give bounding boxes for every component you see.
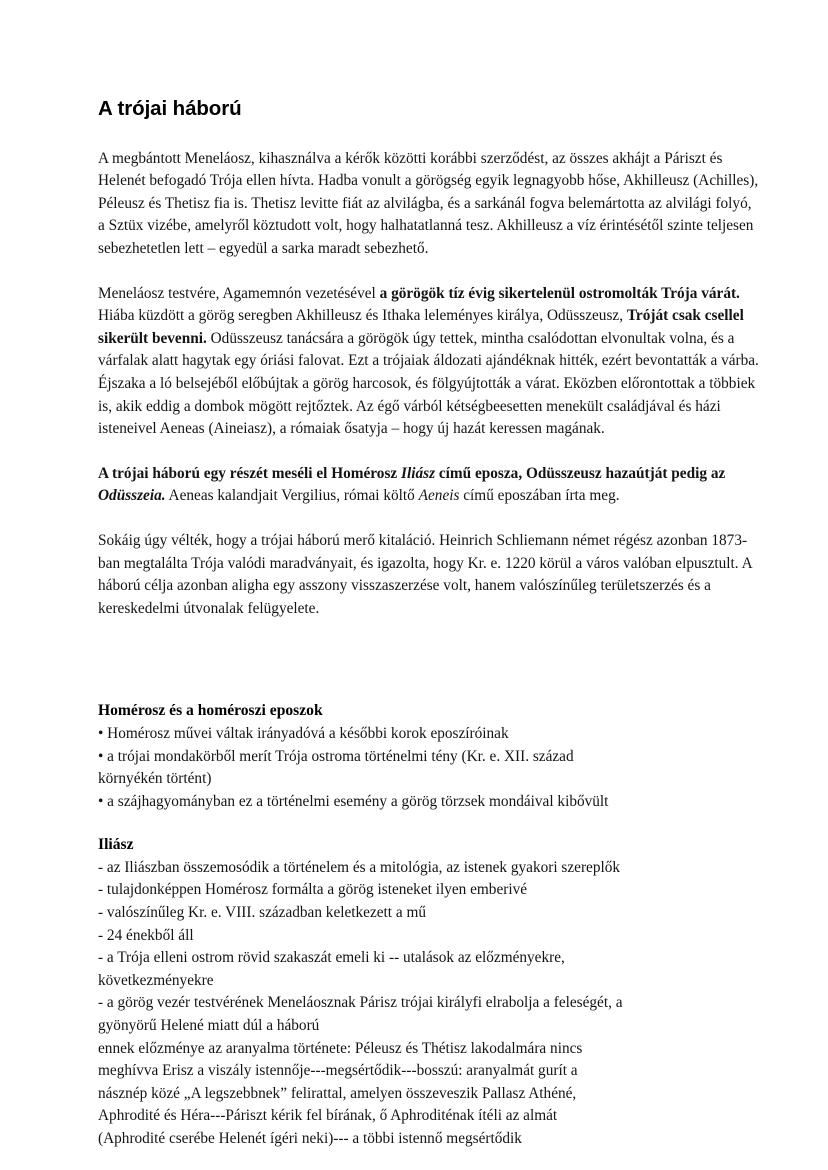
list-item: - valószínűleg Kr. e. VIII. században keletkezett a mű [98, 904, 427, 922]
list-item: • a szájhagyományban ez a történelmi esemény a görög törzsek mondáival kibővült [98, 792, 609, 810]
plain-text: Hiába küzdött a görög seregben Akhilleusz és Ithaka leleményes királya, Odüsszeusz, [98, 307, 627, 325]
paragraph-3 [98, 463, 760, 508]
plain-text: Meneláosz testvére, Agamemnón vezetésével [98, 284, 380, 302]
bold-italic-text: Iliász [401, 464, 436, 482]
plain-text: A megbántott Meneláosz, kihasználva a kérők közötti korábbi szerződést, az összes akhájt a Páriszt és Helenét befogadó Trója ellen hívta. Hadba vonult a görögség egyik legnagyobb hőse, Akhilleusz (Achilles), Péleusz és Thetisz fia is. Thetisz levitte fiát az alvilágba, és a sarkánál fogva belemártotta az alvilági folyó, a Sztüx vizébe, amelyről köztudott volt, hogy halhatatlanná tesz. Akhilleusz a víz érintésétől szinte teljesen sebezhetetlen lett – egyedül a sarka maradt sebezhető. [98, 149, 759, 257]
bold-text: a görögök tíz évig sikertelenül ostromolták Trója várát. [379, 284, 740, 302]
list-item: - a Trója elleni ostrom rövid szakaszát emeli ki -- utalások az előzményekre, [98, 949, 565, 967]
bold-text: Tróját csak csellel sikerült bevenni. [98, 307, 744, 347]
list-item: - 24 énekből áll [98, 926, 194, 944]
plain-text: Odüsszeusz tanácsára a görögök úgy tettek, mintha csalódottan elvonultak volna, és a várfalak alatt hagytak egy óriási falovat. Ezt a trójaiak áldozati ajándéknak hitték, ezért bevontatták a várba. Éjszaka a ló belsejéből előbújtak a görög harcosok, és fölgyújtották a várat. Eközben előrontottak a többiek is, akik eddig a dombok mögött rejtőztek. Az égő várból kétségbeesetten menekült családjával és házi isteneivel Aeneas (Aineiasz), a rómaiak ősatyja – hogy új hazát keressen magának. [98, 329, 759, 438]
section-gap [98, 620, 760, 700]
section-heading-iliasz: Iliász [98, 836, 134, 854]
list-item: Aphrodité és Héra---Páriszt kérik fel bírának, ő Aphroditénak ítéli az almát [98, 1107, 558, 1125]
page-title: A trójai háború [98, 97, 242, 120]
list-item: meghívva Erisz a viszály istennője---megsértődik---bosszú: aranyalmát gurít a [98, 1062, 578, 1080]
list-item: násznép közé „A legszebbnek” felirattal, amelyen összeveszik Pallasz Athéné, [98, 1084, 577, 1102]
italic-text: Aeneis [418, 487, 460, 505]
list-item: • Homérosz művei váltak irányadóvá a későbbi korok eposzíróinak [98, 724, 509, 742]
section-homerosz [98, 700, 760, 813]
plain-text: Sokáig úgy vélték, hogy a trójai háború merő kitaláció. Heinrich Schliemann német régész azonban 1873-ban megtalálta Trója valódi maradványait, és igazolta, hogy Kr. e. 1220 körül a város valóban elpusztult. A háború célja azonban aligha egy asszony visszaszerzése volt, hanem valószínűleg területszerzés és a kereskedelmi útvonalak felügyelete. [98, 531, 752, 617]
section-lines-homerosz [98, 723, 760, 813]
list-item: következményekre [98, 971, 214, 989]
list-item: - az Iliászban összemosódik a történelem és a mitológia, az istenek gyakori szereplők [98, 858, 621, 876]
bold-text: című eposza, Odüsszeusz hazaútját pedig az [435, 464, 726, 482]
bold-italic-text: Odüsszeia. [98, 487, 166, 505]
section-iliasz [98, 834, 760, 1150]
section-heading-homerosz: Homérosz és a homéroszi eposzok [98, 702, 323, 720]
plain-text: Aeneas kalandjait Vergilius, római költő [165, 487, 419, 505]
paragraph-1 [98, 148, 760, 261]
paragraph-4 [98, 530, 760, 620]
list-item: ennek előzménye az aranyalma története: Péleusz és Thétisz lakodalmára nincs [98, 1039, 583, 1057]
list-item: (Aphrodité cserébe Helenét ígéri neki)--- a többi istennő megsértődik [98, 1130, 522, 1147]
section-lines-iliasz [98, 857, 760, 1151]
list-item: gyönyörű Helené miatt dúl a háború [98, 1017, 320, 1035]
paragraph-2 [98, 283, 760, 441]
list-item: - tulajdonképpen Homérosz formálta a görög isteneket ilyen emberivé [98, 881, 528, 899]
list-item: • a trójai mondakörből merít Trója ostroma történelmi tény (Kr. e. XII. század [98, 747, 574, 765]
plain-text: című eposzában írta meg. [459, 487, 620, 505]
bold-text: A trójai háború egy részét meséli el Homérosz [98, 464, 402, 482]
section-spacer [98, 813, 760, 834]
list-item: környékén történt) [98, 770, 212, 788]
list-item: - a görög vezér testvérének Meneláosznak Párisz trójai királyfi elrabolja a feleségét, a [98, 994, 623, 1012]
